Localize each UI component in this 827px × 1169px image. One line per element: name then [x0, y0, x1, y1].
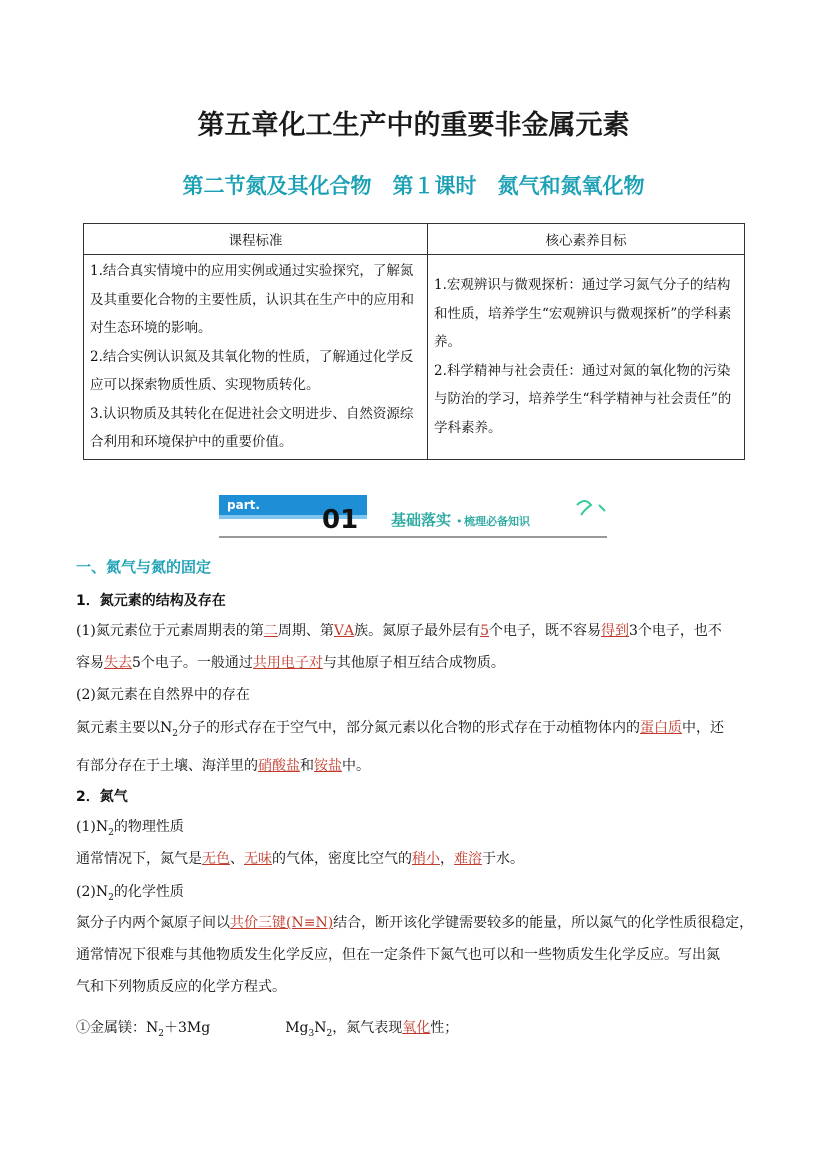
page-title: 第五章化工生产中的重要非金属元素 — [197, 110, 630, 141]
banner-sublabel: 梳理必备知识 — [464, 515, 530, 528]
paragraph-heading: (2)氮元素在自然界中的存在 — [76, 687, 250, 703]
banner-label: 基础落实 — [391, 511, 452, 529]
paragraph-chemical: 氮分子内两个氮原子间以共价三键(N≡N)结合，断开该化学键需要较多的能量，所以氮气的化学性质很稳定， 通常情况下很难与其他物质发生化学反应，但在一定条件下氮气也可以和一些物质发生化学反应。写出氮 气和下列物质反应的化学方程式。 — [76, 915, 754, 995]
standard-item: 1.结合真实情境中的应用实例或通过实验探究，了解氮及其重要化合物的主要性质，认识其在生产中的应用和对生态环境的影响。 — [90, 263, 414, 336]
section-banner — [219, 493, 611, 540]
subsection-heading: 2．氮气 — [76, 789, 128, 805]
col1-header: 课程标准 — [84, 224, 428, 255]
col2-header: 核心素养目标 — [428, 224, 745, 255]
paragraph-n-existence: 氮元素主要以$N_2$分子的形式存在于空气中，部分氮元素以化合物的形式存在于动植物体内的蛋白质中，还 有部分存在于土壤、海洋里的硝酸盐和铵盐中。 — [76, 720, 724, 774]
standards-table — [83, 223, 745, 460]
paragraph-physical: 通常情况下，氮气是无色、无味的气体，密度比空气的稍小，难溶于水。 — [76, 851, 524, 867]
equation-line: ①金属镁：$N_2+3Mg$ $Mg_3N_2$，氮气表现氧化性； — [76, 1020, 459, 1039]
goal-item: 2.科学精神与社会责任：通过对氮的氧化物的污染与防治的学习，培养学生“科学精神与社会责任”的学科素养。 — [434, 362, 732, 436]
banner-part-text: part. — [227, 498, 260, 512]
lesson-subtitle: 第二节氮及其化合物 第１课时 氮气和氮氧化物 — [182, 174, 645, 198]
standard-item: 3.认识物质及其转化在促进社会文明进步、自然资源综合利用和环境保护中的重要价值。 — [90, 405, 414, 450]
banner-graphic — [219, 493, 611, 540]
course-standards-cell — [84, 255, 428, 460]
standard-item: 2.结合实例认识氮及其氧化物的性质，了解通过化学反应可以探索物质性质、实现物质转化。 — [90, 348, 414, 393]
paragraph-heading: $(2)N_2$的化学性质 — [76, 884, 184, 903]
banner-dot: • — [456, 515, 463, 528]
leaf-icon — [577, 501, 591, 515]
subsection-heading: 1．氮元素的结构及存在 — [76, 593, 226, 609]
goal-item: 1.宏观辨识与微观探析：通过学习氮气分子的结构和性质，培养学生“宏观辨识与微观探析”的学科素养。 — [434, 277, 732, 351]
paragraph-heading: $(1)N_2$的物理性质 — [76, 819, 184, 838]
paragraph-n-position: (1)氮元素位于元素周期表的第二周期、第ⅤA族。氮原子最外层有5个电子，既不容易得到3个电子，也不 容易失去5个电子。一般通过共用电子对与其他原子相互结合成物质。 — [76, 623, 722, 671]
section-heading: 一、氮气与氮的固定 — [76, 558, 212, 576]
core-goals-cell — [428, 255, 745, 460]
banner-number: 01 — [322, 505, 359, 535]
